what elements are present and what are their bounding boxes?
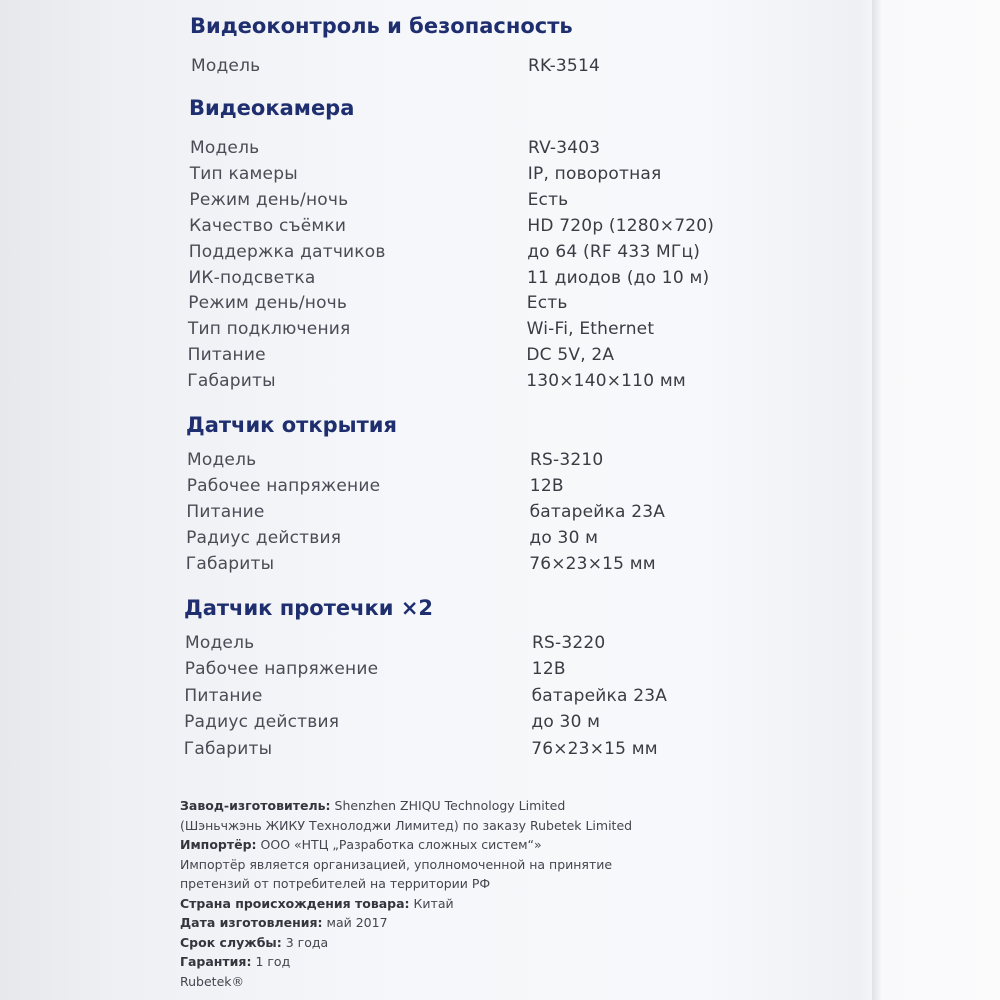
spec-label: Поддержка датчиков: [188, 241, 386, 262]
spec-value: 76×23×15 мм: [531, 738, 658, 759]
origin-label: Страна происхождения товара:: [180, 895, 410, 911]
spec-value: 12В: [529, 476, 564, 497]
spec-label: Режим день/ночь: [189, 189, 349, 210]
manufacturer-label: Завод-изготовитель:: [180, 798, 331, 813]
spec-label: Модель: [185, 633, 255, 653]
spec-value: 11 диодов (до 10 м): [527, 267, 710, 288]
section-title: Видеоконтроль и безопасность: [190, 14, 573, 38]
life-label: Срок службы:: [180, 934, 282, 950]
spec-value: Wi-Fi, Ethernet: [526, 319, 655, 340]
spec-value: до 30 м: [531, 712, 601, 733]
date-label: Дата изготовления:: [180, 915, 323, 930]
importer-value: ООО «НТЦ „Разработка сложных систем“»: [260, 837, 542, 852]
spec-label: Рабочее напряжение: [184, 659, 379, 680]
warranty-value: 1 год: [255, 954, 291, 969]
spec-value: 130×140×110 мм: [526, 371, 686, 392]
date-line: [180, 913, 840, 933]
section-title: Видеокамера: [189, 96, 355, 120]
manufacturer-value: Shenzhen ZHIQU Technology Limited: [334, 798, 566, 813]
spec-label: Качество съёмки: [189, 215, 347, 236]
spec-value: RK-3514: [528, 56, 600, 76]
spec-label: Радиус действия: [184, 712, 340, 733]
spec-label: Тип камеры: [189, 163, 298, 184]
spec-label: Питание: [184, 685, 263, 706]
manufacturer-line-2: (Шэньчжэнь ЖИКУ Технолоджи Лимитед) по заказу Rubetek Limited: [180, 817, 633, 833]
spec-label: Питание: [186, 502, 265, 523]
spec-value: 12В: [531, 659, 566, 680]
section-title: Датчик протечки ×2: [184, 596, 434, 620]
spec-value: батарейка 23А: [529, 502, 666, 523]
spec-label: Питание: [187, 345, 266, 366]
spec-value: Есть: [526, 293, 568, 314]
spec-value: RS-3210: [530, 450, 604, 470]
spec-value: DC 5V, 2A: [526, 345, 615, 366]
footer-info: [180, 796, 840, 991]
spec-value: RS-3220: [532, 633, 606, 653]
date-value: май 2017: [326, 915, 388, 930]
warranty-label: Гарантия:: [180, 954, 252, 969]
spec-label: Модель: [191, 56, 261, 76]
spec-value: RV-3403: [528, 138, 601, 158]
section-title: Датчик открытия: [186, 413, 397, 437]
spec-value: батарейка 23А: [531, 685, 668, 706]
spec-label: Габариты: [187, 371, 276, 392]
origin-line: [180, 894, 840, 914]
spec-label: ИК-подсветка: [188, 267, 316, 288]
importer-label: Импортёр:: [180, 837, 257, 852]
spec-value: HD 720p (1280×720): [527, 215, 715, 236]
life-value: 3 года: [285, 934, 329, 950]
origin-value: Китай: [413, 895, 454, 911]
importer-note-1: Импортёр является организацией, уполномоченной на принятие: [180, 856, 613, 872]
spec-value: до 30 м: [529, 528, 599, 549]
spec-label: Радиус действия: [186, 528, 342, 549]
spec-label: Габариты: [185, 554, 275, 575]
spec-label: Модель: [190, 138, 260, 158]
spec-value: до 64 (RF 433 МГц): [527, 241, 701, 262]
importer-note-2: претензий от потребителей на территории РФ: [180, 876, 491, 891]
spec-label: Габариты: [183, 738, 273, 759]
manufacturer-line: [180, 796, 840, 816]
spec-value: 76×23×15 мм: [529, 554, 656, 575]
warranty-line: [180, 952, 840, 972]
spec-value: IP, поворотная: [527, 163, 662, 184]
spec-label: Тип подключения: [187, 319, 351, 340]
spec-label: Рабочее напряжение: [186, 476, 381, 497]
spec-label: Режим день/ночь: [188, 293, 348, 314]
life-line: [180, 933, 840, 953]
spec-value: Есть: [527, 189, 569, 210]
spec-label: Модель: [187, 450, 257, 470]
brand-mark: Rubetek®: [180, 973, 245, 989]
importer-line: [180, 835, 840, 855]
